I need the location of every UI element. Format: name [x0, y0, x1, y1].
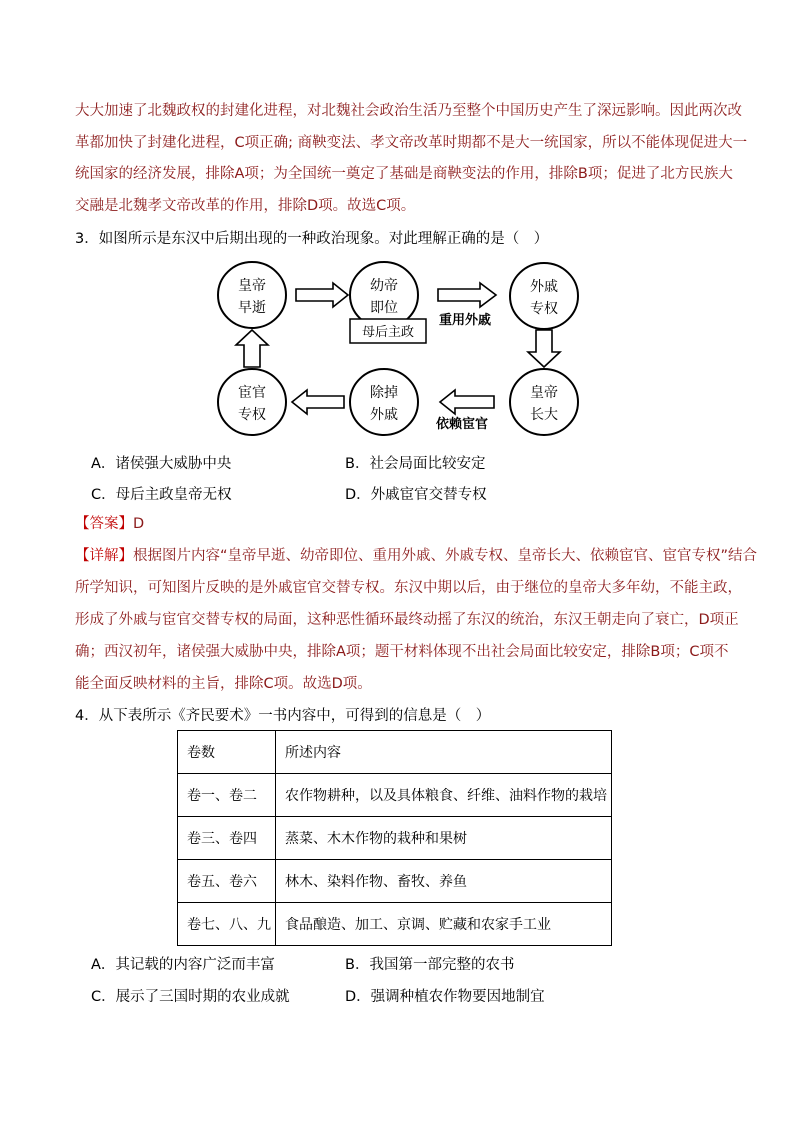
option-a[interactable]: A．诸侯强大威胁中央	[91, 456, 232, 472]
table-row	[178, 860, 612, 903]
node-text: 幼帝	[370, 278, 398, 294]
node-emperor-dies-early	[218, 262, 286, 328]
arrow-left-icon	[292, 390, 344, 414]
answer-tag: 【答案】	[75, 516, 133, 532]
detail-line: 形成了外戚与宦官交替专权的局面，这种恶性循环最终动摇了东汉的统治，东汉王朝走向了衰亡，D项正	[75, 612, 739, 628]
question-4-stem: 4．从下表所示《齐民要术》一书内容中，可得到的信息是（ ）	[75, 708, 491, 724]
detail-text: 根据图片内容“皇帝早逝、幼帝即位、重用外戚、外戚专权、皇帝长大、依赖宦官、宦官专权”结合	[133, 548, 758, 564]
arrow-left-icon	[440, 390, 494, 414]
option-c[interactable]: C．展示了三国时期的农业成就	[91, 989, 290, 1005]
table-cell: 卷七、八、九	[178, 903, 276, 946]
node-text: 早逝	[238, 300, 266, 316]
table-row	[178, 817, 612, 860]
node-text: 外戚	[530, 279, 558, 295]
option-d[interactable]: D．强调种植农作物要因地制宜	[345, 989, 545, 1005]
option-b[interactable]: B．我国第一部完整的农书	[345, 957, 515, 973]
arrow-right-icon	[296, 283, 348, 307]
table-cell: 卷一、卷二	[178, 774, 276, 817]
option-a[interactable]: A．其记载的内容广泛而丰富	[91, 957, 275, 973]
arrow-down-icon	[528, 330, 560, 367]
explanation-line: 革都加快了封建化进程，C项正确; 商鞅变法、孝文帝改革时期都不是大一统国家，所以不能体现促进大一	[75, 135, 748, 151]
arrow-label: 重用外戚	[439, 313, 492, 328]
explanation-line: 大大加速了北魏政权的封建化进程，对北魏社会政治生活乃至整个中国历史产生了深远影响。因此两次改	[75, 103, 742, 119]
node-remove-consorts	[350, 369, 418, 435]
table-cell: 农作物耕种，以及具体粮食、纤维、油料作物的栽培	[276, 774, 612, 817]
option-b[interactable]: B．社会局面比较安定	[345, 456, 486, 472]
detail-tag: 【详解】	[75, 548, 133, 564]
node-consort-power	[510, 263, 578, 329]
option-d[interactable]: D．外戚宦官交替专权	[345, 487, 487, 503]
detail-line: 所学知识，可知图片反映的是外戚宦官交替专权。东汉中期以后，由于继位的皇帝大多年幼，不能主政，	[75, 580, 742, 596]
table-header-cell: 所述内容	[276, 731, 612, 774]
node-text: 皇帝	[530, 385, 558, 401]
node-text: 宦官	[238, 385, 266, 401]
political-cycle-diagram	[0, 0, 794, 450]
explanation-line: 交融是北魏孝文帝改革的作用，排除D项。故选C项。	[75, 198, 416, 214]
node-text: 专权	[530, 301, 558, 317]
arrow-up-icon	[236, 330, 268, 367]
table-header-cell: 卷数	[178, 731, 276, 774]
answer-value: D	[133, 516, 145, 532]
table-row	[178, 903, 612, 946]
table-cell: 蒸菜、木木作物的栽种和果树	[276, 817, 612, 860]
node-text: 长大	[530, 407, 558, 423]
answer-line	[75, 514, 144, 534]
option-c[interactable]: C．母后主政皇帝无权	[91, 487, 232, 503]
arrow-right-icon	[438, 283, 496, 307]
table-cell: 林木、染料作物、畜牧、养鱼	[276, 860, 612, 903]
table-row	[178, 774, 612, 817]
node-child-emperor	[350, 262, 418, 328]
node-eunuch-power	[218, 369, 286, 435]
node-text: 专权	[238, 407, 266, 423]
node-text: 即位	[370, 300, 398, 316]
qimin-yaoshu-table	[177, 730, 612, 946]
explanation-line: 统国家的经济发展，排除A项；为全国统一奠定了基础是商鞅变法的作用，排除B项；促进了北方民族大	[75, 166, 733, 182]
node-text: 皇帝	[238, 278, 266, 294]
table-header-row	[178, 731, 612, 774]
node-emperor-grows-up	[510, 369, 578, 435]
node-text: 外戚	[370, 407, 398, 423]
box-label: 母后主政	[361, 325, 415, 340]
table-cell: 卷五、卷六	[178, 860, 276, 903]
table-cell: 食品酿造、加工、京调、贮藏和农家手工业	[276, 903, 612, 946]
question-3-stem: 3．如图所示是东汉中后期出现的一种政治现象。对此理解正确的是（ ）	[75, 231, 549, 247]
table-cell: 卷三、卷四	[178, 817, 276, 860]
detail-line: 确；西汉初年，诸侯强大威胁中央，排除A项；题干材料体现不出社会局面比较安定，排除B项；C项不	[75, 644, 729, 660]
detail-line	[75, 546, 757, 566]
arrow-label: 依赖宦官	[436, 417, 489, 432]
node-text: 除掉	[370, 385, 398, 401]
detail-line: 能全面反映材料的主旨，排除C项。故选D项。	[75, 676, 372, 692]
